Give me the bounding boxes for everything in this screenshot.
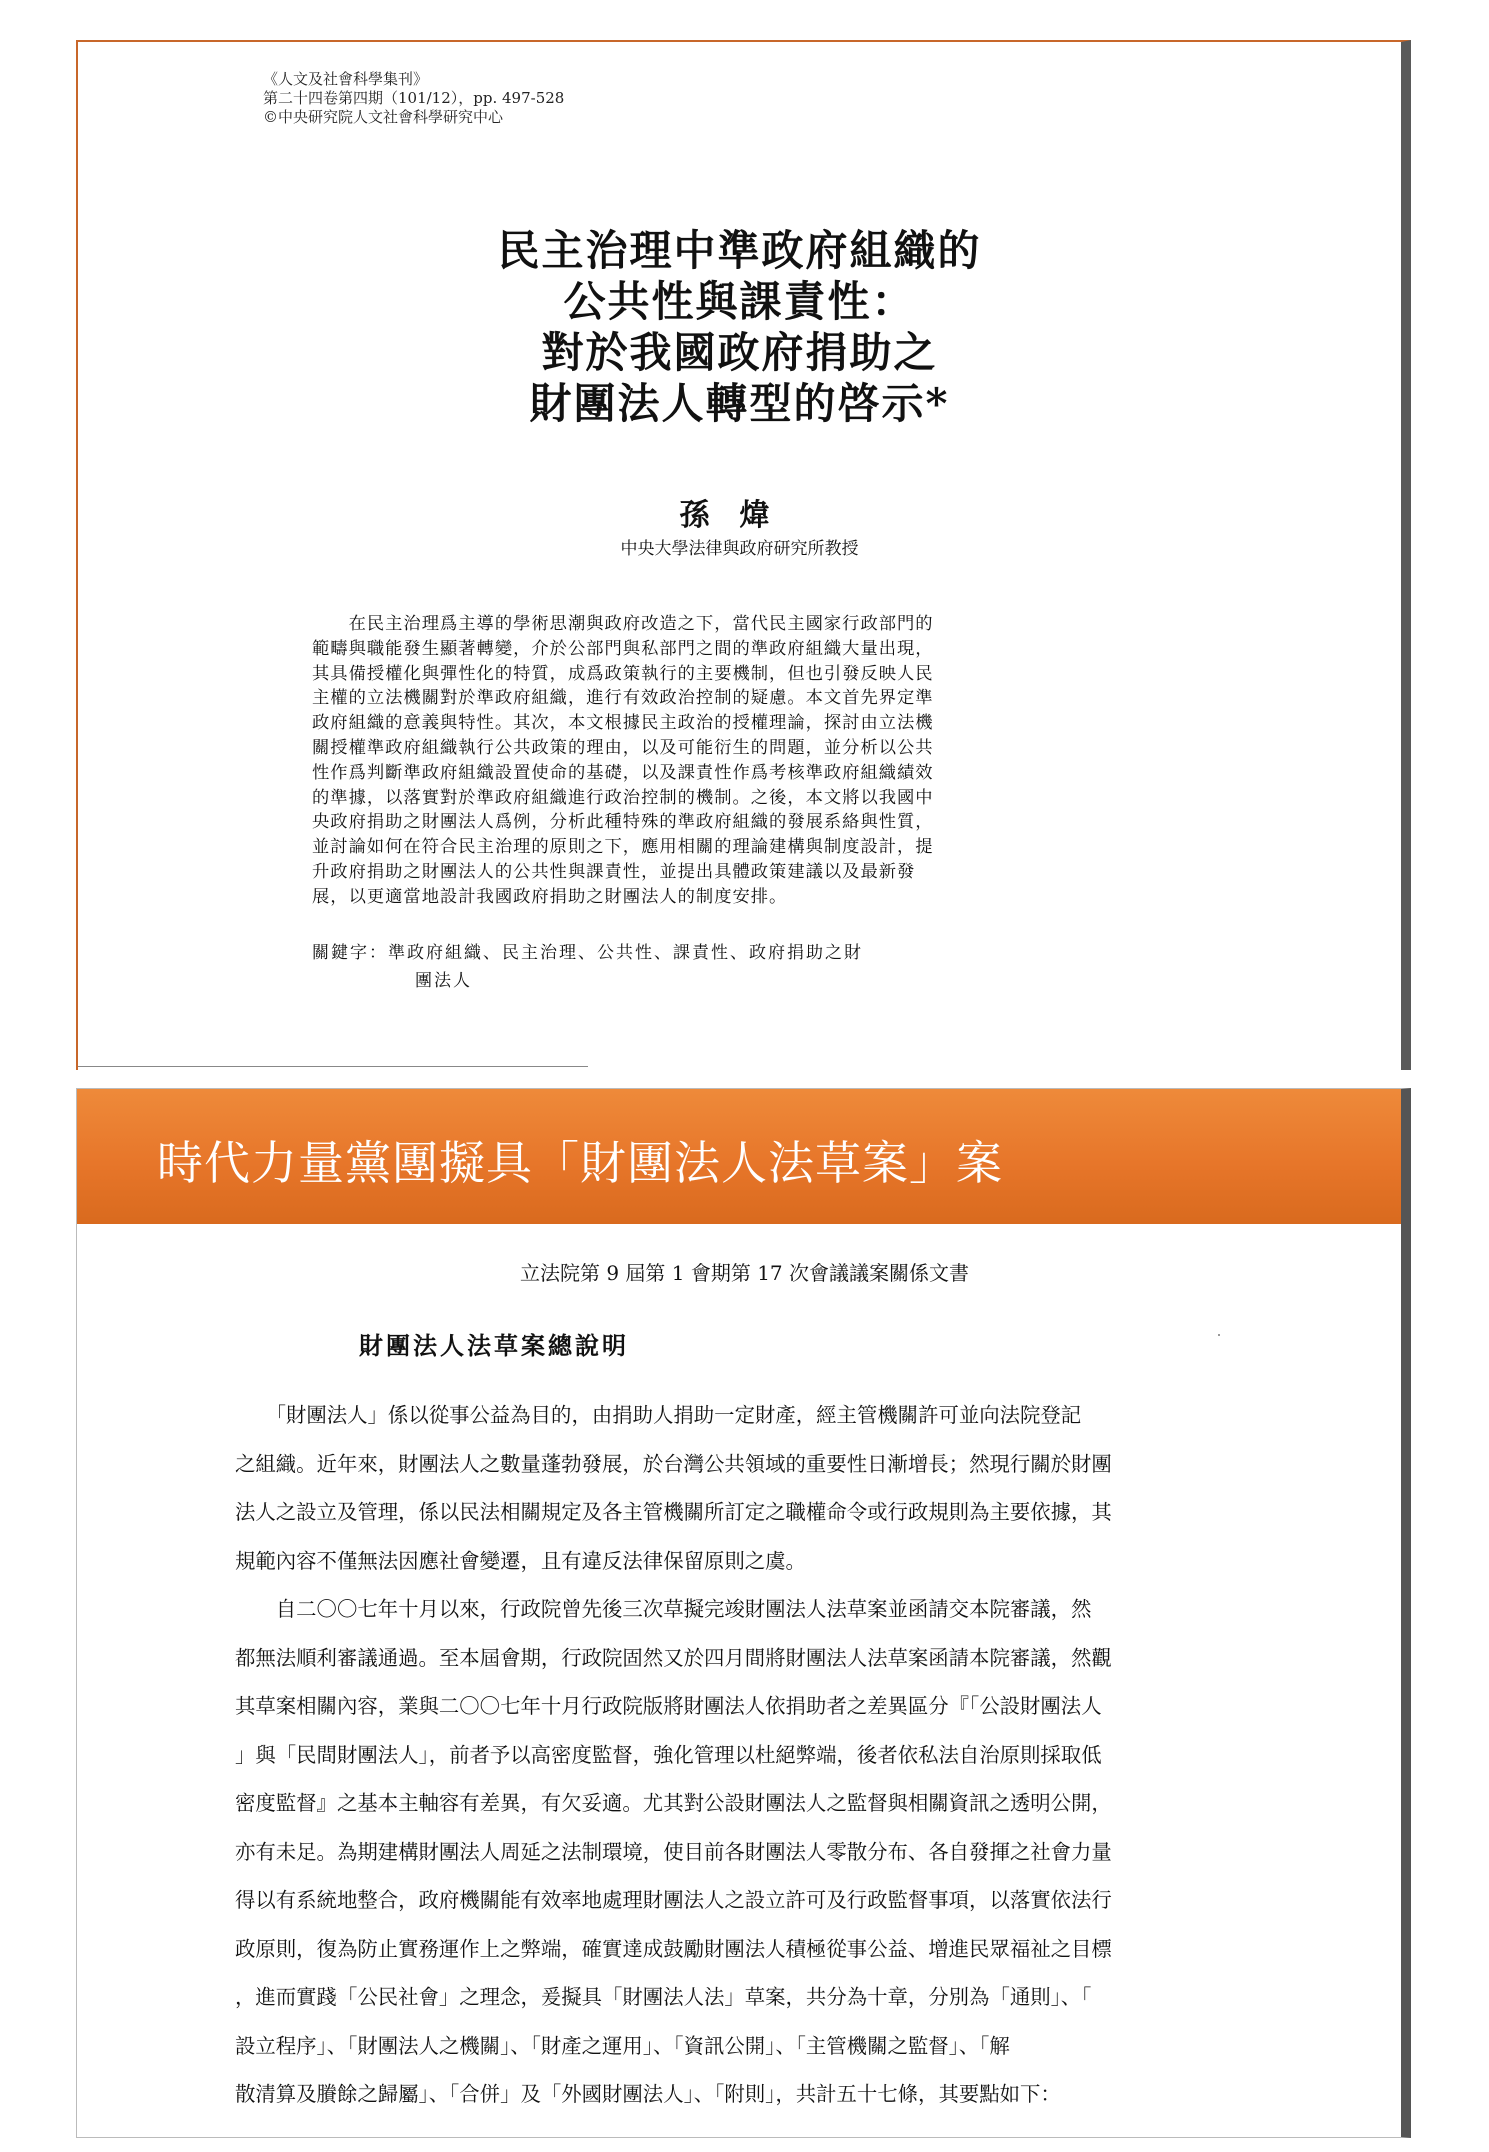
body-line: 」與「民間財團法人」，前者予以高密度監督，強化管理以杜絕弊端，後者依私法自治原則採取低	[235, 1742, 1102, 1767]
body-line: 其草案相關內容，業與二〇〇七年十月行政院版將財團法人依捐助者之差異區分『「公設財團法人	[235, 1694, 1102, 1718]
abstract-line: 其具備授權化與彈性化的特質，成爲政策執行的主要機制，但也引發反映人民	[312, 663, 934, 684]
body-line: ，進而實踐「公民社會」之理念，爰擬具「財團法人法」草案，共分為十章，分別為「通則」、「	[235, 1985, 1092, 2009]
body-line: 之組織。近年來，財團法人之數量蓬勃發展，於台灣公共領域的重要性日漸增長；然現行關於財團	[235, 1451, 1112, 1476]
journal-article-page	[76, 40, 1411, 1070]
article-title-line: 對於我國政府捐助之	[541, 328, 938, 377]
body-line: 設立程序」、「財團法人之機關」、「財產之運用」、「資訊公開」、「主管機關之監督」、「解	[235, 2033, 1010, 2058]
body-line: 自二〇〇七年十月以來，行政院曾先後三次草擬完竣財團法人法草案並函請交本院審議，然	[235, 1597, 1092, 1621]
banner-title: 時代力量黨團擬具「財團法人法草案」案	[157, 1136, 1003, 1190]
journal-header	[263, 70, 564, 127]
body-line: 亦有未足。為期建構財團法人周延之法制環境，使目前各財團法人零散分布、各自發揮之社會力量	[235, 1839, 1112, 1864]
abstract-line: 央政府捐助之財團法人爲例，分析此種特殊的準政府組織的發展系絡與性質，	[312, 812, 934, 833]
body-line: 政原則，復為防止實務運作上之弊端，確實達成鼓勵財團法人積極從事公益、增進民眾福祉之目標	[235, 1936, 1112, 1961]
journal-issue: 第二十四卷第四期（101/12），pp. 497-528	[263, 89, 565, 107]
body-line: 密度監督』之基本主軸容有差異，有欠妥適。尤其對公設財團法人之監督與相關資訊之透明公開，	[235, 1791, 1112, 1815]
journal-name: 《人文及社會科學集刊》	[263, 70, 429, 88]
document-body	[235, 1391, 1275, 2119]
article-author: 孫煒	[679, 498, 800, 533]
abstract-line: 展，以更適當地設計我國政府捐助之財團法人的制度安排。	[312, 886, 788, 907]
abstract-line: 政府組織的意義與特性。其次，本文根據民主政治的授權理論，探討由立法機	[312, 713, 934, 734]
journal-copyright: ©中央研究院人文社會科學研究中心	[263, 108, 504, 126]
body-line: 都無法順利審議通過。至本屆會期，行政院固然又於四月間將財團法人法草案函請本院審議，然觀	[235, 1645, 1112, 1670]
article-title-line: 民主治理中準政府組織的	[497, 226, 982, 275]
article-keywords	[312, 939, 863, 995]
article-abstract	[312, 612, 1227, 910]
article-title-line: 公共性與課責性：	[563, 277, 916, 326]
abstract-line: 的準據，以落實對於準政府組織進行政治控制的機制。之後，本文將以我國中	[312, 787, 934, 808]
body-line: 法人之設立及管理，係以民法相關規定及各主管機關所訂定之職權命令或行政規則為主要依據，其	[235, 1500, 1112, 1524]
keywords-list-continued: 團法人	[415, 971, 472, 991]
bill-document-page	[76, 1088, 1411, 2138]
document-subheading: 立法院第 9 屆第 1 會期第 17 次會議議案關係文書	[519, 1261, 970, 1285]
body-line: 散清算及賸餘之歸屬」、「合併」及「外國財團法人」、「附則」，共計五十七條，其要點如下：	[235, 2082, 1061, 2106]
author-affiliation: 中央大學法律與政府研究所教授	[620, 539, 859, 559]
keywords-list: 準政府組織、民主治理、公共性、課責性、政府捐助之財	[388, 943, 863, 963]
keywords-label: 關鍵字：	[312, 943, 388, 963]
title-banner	[77, 1089, 1401, 1224]
footnote-divider	[78, 1066, 588, 1067]
scan-speck	[1218, 1334, 1220, 1336]
abstract-line: 性作爲判斷準政府組織設置使命的基礎，以及課責性作爲考核準政府組織績效	[312, 762, 934, 783]
body-line: 得以有系統地整合，政府機關能有效率地處理財團法人之設立許可及行政監督事項，以落實依法行	[235, 1888, 1112, 1912]
body-line: 「財團法人」係以從事公益為目的，由捐助人捐助一定財產，經主管機關許可並向法院登記	[235, 1403, 1082, 1427]
article-title-line: 財團法人轉型的啓示*	[529, 379, 950, 428]
abstract-line: 主權的立法機關對於準政府組織，進行有效政治控制的疑慮。本文首先界定準	[312, 688, 934, 709]
abstract-line: 關授權準政府組織執行公共政策的理由，以及可能衍生的問題，並分析以公共	[312, 737, 934, 758]
abstract-line: 並討論如何在符合民主治理的原則之下，應用相關的理論建構與制度設計，提	[312, 837, 934, 858]
abstract-line: 在民主治理爲主導的學術思潮與政府改造之下，當代民主國家行政部門的	[312, 614, 934, 634]
section-title: 財團法人法草案總說明	[359, 1331, 629, 1360]
article-title	[78, 225, 1401, 429]
body-line: 規範內容不僅無法因應社會變遷，且有違反法律保留原則之虞。	[235, 1548, 806, 1573]
abstract-line: 升政府捐助之財團法人的公共性與課責性，並提出具體政策建議以及最新發	[312, 861, 916, 882]
abstract-line: 範疇與職能發生顯著轉變，介於公部門與私部門之間的準政府組織大量出現，	[312, 638, 934, 659]
